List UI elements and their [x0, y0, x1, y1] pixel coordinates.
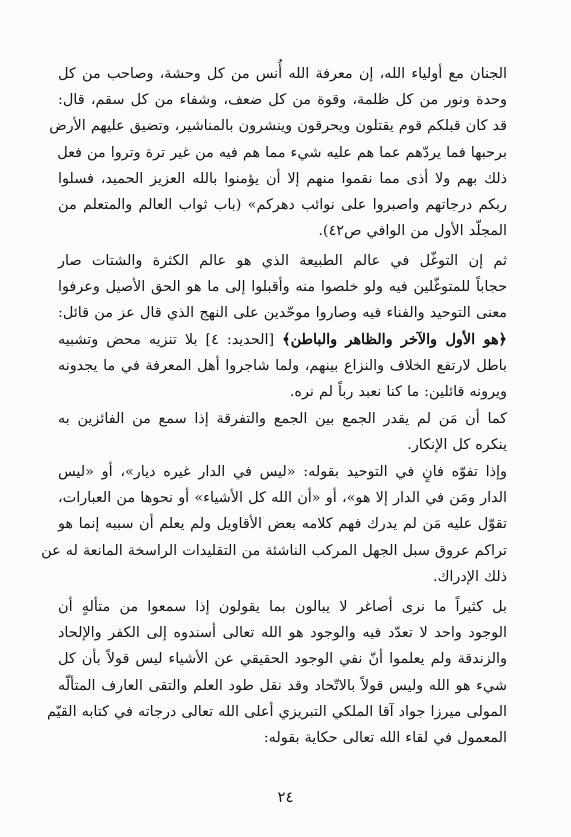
paragraph-4	[41, 459, 507, 590]
text-line: ربكم درجاتهم واصبروا على نوائب دهركم» (باب ثواب العالم والمتعلم من	[58, 197, 507, 214]
text-line: المعمول في لقاء الله تعالى حكاية بقوله:	[263, 730, 507, 747]
text-line: الوجود واحد لا تعدّد فيه والوجود هو الله تعالى أسندوه إلى الكفر والإلحاد	[58, 625, 507, 642]
text-line: تقوّل عليه مَن لم يدرك فهم كلامه بعض الأقاويل ولم يعلم أن سببه إنما هو	[58, 516, 507, 533]
text-line: وإذا تفوّه فانٍ في التوحيد بقوله: «ليس في الدار غيره ديار»، أو «ليس	[58, 464, 507, 480]
page-number: ٢٤	[277, 788, 294, 806]
quran-verse: ﴿هو الأول والآخر والظاهر والباطن﴾	[282, 330, 507, 348]
text-line: حجاباً للمتوغّلين فيه ولو خلصوا منه وأقبلوا إلى ما هو الحق الأصيل وعرفوا	[58, 279, 507, 296]
paragraph-2	[58, 248, 507, 405]
text-line: بل كثيراً ما نرى أصاغر لا يبالون بما يقولون إذا سمعوا من متألهٍ أن	[58, 599, 507, 615]
text-line: وحدة ونور من كل ظلمة، وقوة من كل ضعف، وشفاء من كل سقم، قال:	[58, 92, 507, 109]
text-line: المجلّد الأول من الوافي ص٤٢).	[318, 223, 507, 240]
text-line: برحبها فما يردّهم عما هم عليه شيء مما هم فيه من غير ترة وتروا من فعل	[57, 144, 507, 161]
text-line: والزندقة ولم يعلموا أنّ نفي الوجود الحقيقي عن الأشياء ليس قولاً بأن كل	[58, 651, 507, 668]
text-line: ثم إن التوغّل في عالم الطبيعة الذي هو عالم الكثرة والشتات صار	[58, 253, 507, 269]
text-line: المولى ميرزا جواد آقا الملكي التبريزي أعلى الله تعالى درجاته في كتابه القيّم	[46, 703, 507, 720]
paragraph-1	[49, 61, 507, 244]
text-line: ويرونه قائلين: ما كنا نعبد رباً لم نره.	[289, 384, 507, 401]
paragraph-3	[58, 406, 507, 458]
text-line: كما أن مَن لم يقدر الجمع بين الجمع والتفرقة إذا سمع من الفائزين به	[58, 411, 507, 427]
text-line: ذلك الإدراك.	[433, 568, 507, 585]
text-line: الجنان مع أولياء الله، إن معرفة الله أُنس من كل وحشة، وصاحب من كل	[58, 66, 507, 82]
text-line-quran	[58, 327, 507, 353]
text-line: شيء هو الله وليس قولاً بالاتّحاد وقد نقل طود العلم والتقى العارف المتألّه	[58, 677, 507, 694]
text-line: باطل لارتفع الخلاف والنزاع بينهم، ولما شاجروا أهل المعرفة في ما يجدونه	[58, 357, 507, 374]
text-line: ينكره كل الإنكار.	[407, 437, 507, 454]
text-line: الدار ومَن في الدار إلا هو»، أو «أن الله كل الأشياء» أو نحوها من العبارات،	[58, 490, 507, 507]
verse-reference: [الحديد: ٤] بلا تنزيه محض وتشبيه	[58, 331, 283, 348]
text-line: معنى التوحيد والفناء فيه وصاروا موحّدين على النهج الذي قال عز من قائل:	[58, 305, 507, 322]
text-line: تراكم عروق سبل الجهل المركب الناشئة من التقليدات الراسخة المانعة له عن	[41, 542, 507, 559]
text-line: ذلك بهم ولا أذى مما نقموا منهم إلا أن يؤمنوا بالله العزيز الحميد، فسلوا	[58, 170, 507, 187]
text-line: قد كان قبلكم قوم يقتلون ويحرقون وينشرون بالمناشير، وتضيق عليهم الأرض	[49, 118, 507, 135]
paragraph-5	[46, 594, 507, 751]
